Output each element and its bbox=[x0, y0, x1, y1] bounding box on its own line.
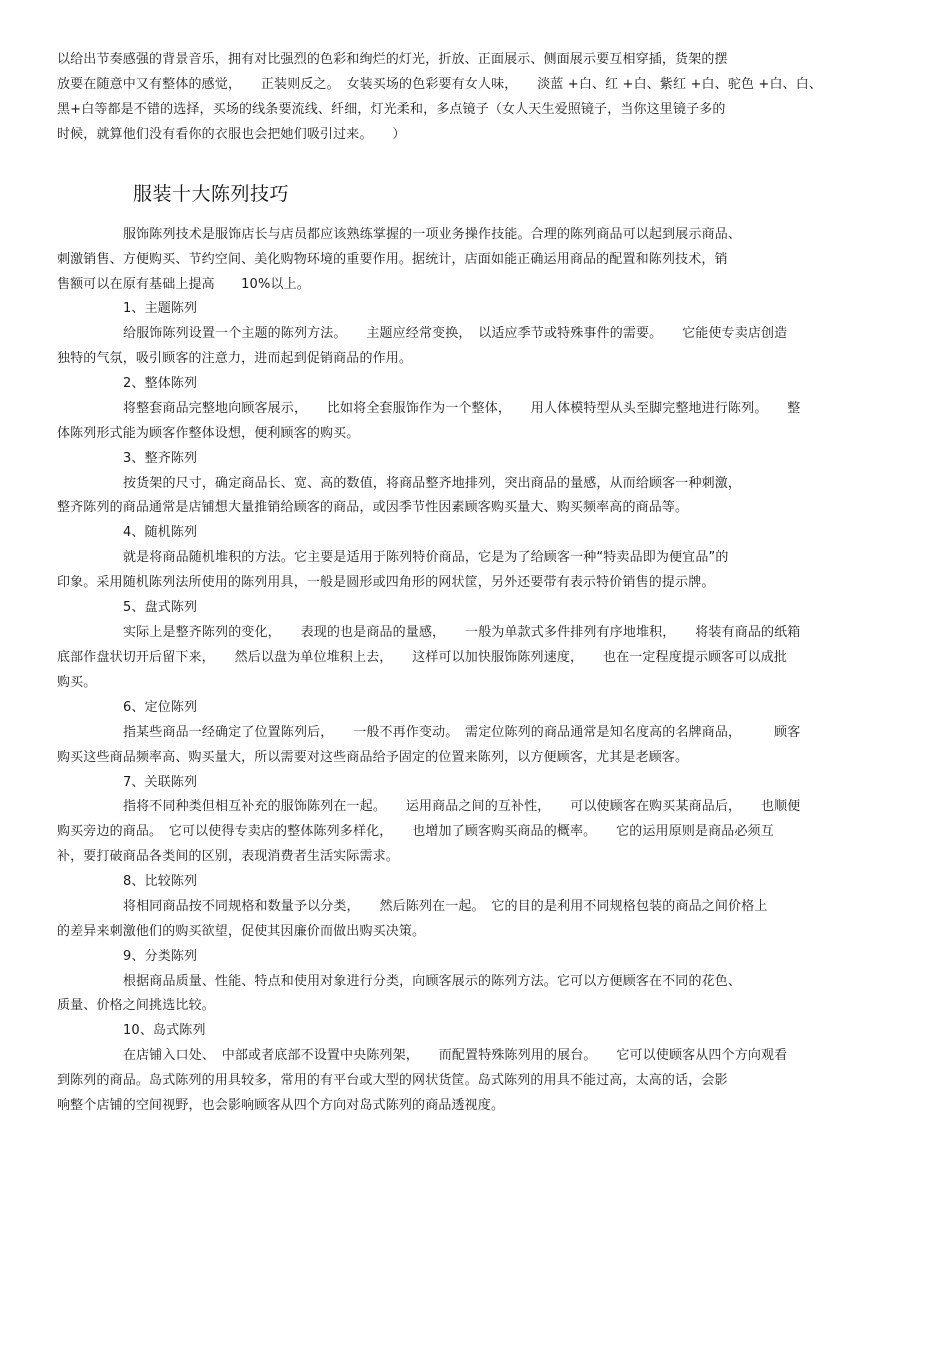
lead-line: 售额可以在原有基础上提高 10%以上。 bbox=[57, 277, 310, 292]
item-text: 底部作盘状切开后留下来， 然后以盘为单位堆积上去， 这样可以加快服饰陈列速度， 也在一定程度提示顾客可以成批 bbox=[57, 650, 788, 665]
item-heading: 7、关联陈列 bbox=[123, 775, 198, 790]
item-text: 根据商品质量、性能、特点和使用对象进行分类，向顾客展示的陈列方法。它可以方便顾客在不同的花色、 bbox=[123, 974, 742, 989]
item-heading: 8、比较陈列 bbox=[123, 874, 198, 889]
item-text: 在店铺入口处、 中部或者底部不设置中央陈列架， 而配置特殊陈列用的展台。 它可以使顾客从四个方向观看 bbox=[123, 1048, 788, 1063]
item-text: 实际上是整齐陈列的变化， 表现的也是商品的量感， 一般为单款式多件排列有序地堆积， 将装有商品的纸箱 bbox=[123, 625, 801, 640]
item-text: 质量、价格之间挑选比较。 bbox=[57, 998, 215, 1013]
intro-line: 时候，就算他们没有看你的衣服也会把她们吸引过来。 ） bbox=[57, 127, 406, 142]
intro-line: 黑+白等都是不错的选择，买场的线条要流线、纤细，灯光柔和，多点镜子（女人天生爱照镜子，当你这里镜子多的 bbox=[57, 102, 726, 117]
item-heading: 1、主题陈列 bbox=[123, 301, 198, 316]
item-text: 响整个店铺的空间视野，也会影响顾客从四个方向对岛式陈列的商品透视度。 bbox=[57, 1098, 505, 1113]
item-text: 给服饰陈列设置一个主题的陈列方法。 主题应经常变换， 以适应季节或特殊事件的需要。 它能使专卖店创造 bbox=[123, 326, 788, 341]
item-heading: 2、整体陈列 bbox=[123, 376, 198, 391]
item-heading: 10、岛式陈列 bbox=[123, 1023, 206, 1038]
item-heading: 4、随机陈列 bbox=[123, 525, 198, 540]
item-text: 整齐陈列的商品通常是店铺想大量推销给顾客的商品，或因季节性因素顾客购买量大、购买频率高的商品等。 bbox=[57, 500, 689, 515]
item-text: 将相同商品按不同规格和数量予以分类， 然后陈列在一起。 它的目的是利用不同规格包装的商品之间价格上 bbox=[123, 899, 768, 914]
intro-line: 放要在随意中又有整体的感觉， 正装则反之。 女装买场的色彩要有女人味， 淡蓝 +白、红 +白、紫红 +白、驼色 +白、白、 bbox=[57, 77, 823, 92]
item-text: 指某些商品一经确定了位置陈列后， 一般不再作变动。 需定位陈列的商品通常是知名度高的名牌商品， 顾客 bbox=[123, 725, 801, 740]
item-text: 将整套商品完整地向顾客展示， 比如将全套服饰作为一个整体， 用人体模特型从头至脚完整地进行陈列。 整 bbox=[123, 401, 801, 416]
item-text: 体陈列形式能为顾客作整体设想，便利顾客的购买。 bbox=[57, 426, 360, 441]
item-text: 按货架的尺寸，确定商品长、宽、高的数值，将商品整齐地排列，突出商品的量感，从而给顾客一种刺激， bbox=[123, 476, 742, 491]
item-text: 到陈列的商品。岛式陈列的用具较多，常用的有平台或大型的网状货筐。岛式陈列的用具不能过高，太高的话，会影 bbox=[57, 1073, 728, 1088]
item-heading: 5、盘式陈列 bbox=[123, 600, 198, 615]
lead-line: 刺激销售、方便购买、节约空间、美化购物环境的重要作用。据统计，店面如能正确运用商品的配置和陈列技术，销 bbox=[57, 252, 728, 267]
intro-line: 以给出节奏感强的背景音乐，拥有对比强烈的色彩和绚烂的灯光，折放、正面展示、侧面展示要互相穿插，货架的摆 bbox=[57, 52, 728, 67]
item-text: 购买。 bbox=[57, 675, 97, 690]
item-text: 印象。采用随机陈列法所使用的陈列用具，一般是圆形或四角形的网状筐，另外还要带有表示特价销售的提示牌。 bbox=[57, 575, 715, 590]
item-text: 补，要打破商品各类间的区别，表现消费者生活实际需求。 bbox=[57, 849, 399, 864]
item-text: 购买旁边的商品。 它可以使得专卖店的整体陈列多样化， 也增加了顾客购买商品的概率。 它的运用原则是商品必须互 bbox=[57, 824, 774, 839]
item-text: 购买这些商品频率高、购买量大，所以需要对这些商品给予固定的位置来陈列，以方便顾客，尤其是老顾客。 bbox=[57, 750, 689, 765]
item-text: 的差异来刺激他们的购买欲望，促使其因廉价而做出购买决策。 bbox=[57, 924, 426, 939]
item-text: 就是将商品随机堆积的方法。它主要是适用于陈列特价商品，它是为了给顾客一种“特卖品即为便宜品”的 bbox=[123, 550, 729, 565]
lead-line: 服饰陈列技术是服饰店长与店员都应该熟练掌握的一项业务操作技能。合理的陈列商品可以起到展示商品、 bbox=[123, 227, 742, 242]
section-title: 服装十大陈列技巧 bbox=[133, 183, 290, 205]
item-text: 独特的气氛，吸引顾客的注意力，进而起到促销商品的作用。 bbox=[57, 351, 413, 366]
item-text: 指将不同种类但相互补充的服饰陈列在一起。 运用商品之间的互补性， 可以使顾客在购买某商品后， 也顺便 bbox=[123, 799, 801, 814]
item-heading: 6、定位陈列 bbox=[123, 700, 198, 715]
item-heading: 9、分类陈列 bbox=[123, 949, 198, 964]
item-heading: 3、整齐陈列 bbox=[123, 451, 198, 466]
